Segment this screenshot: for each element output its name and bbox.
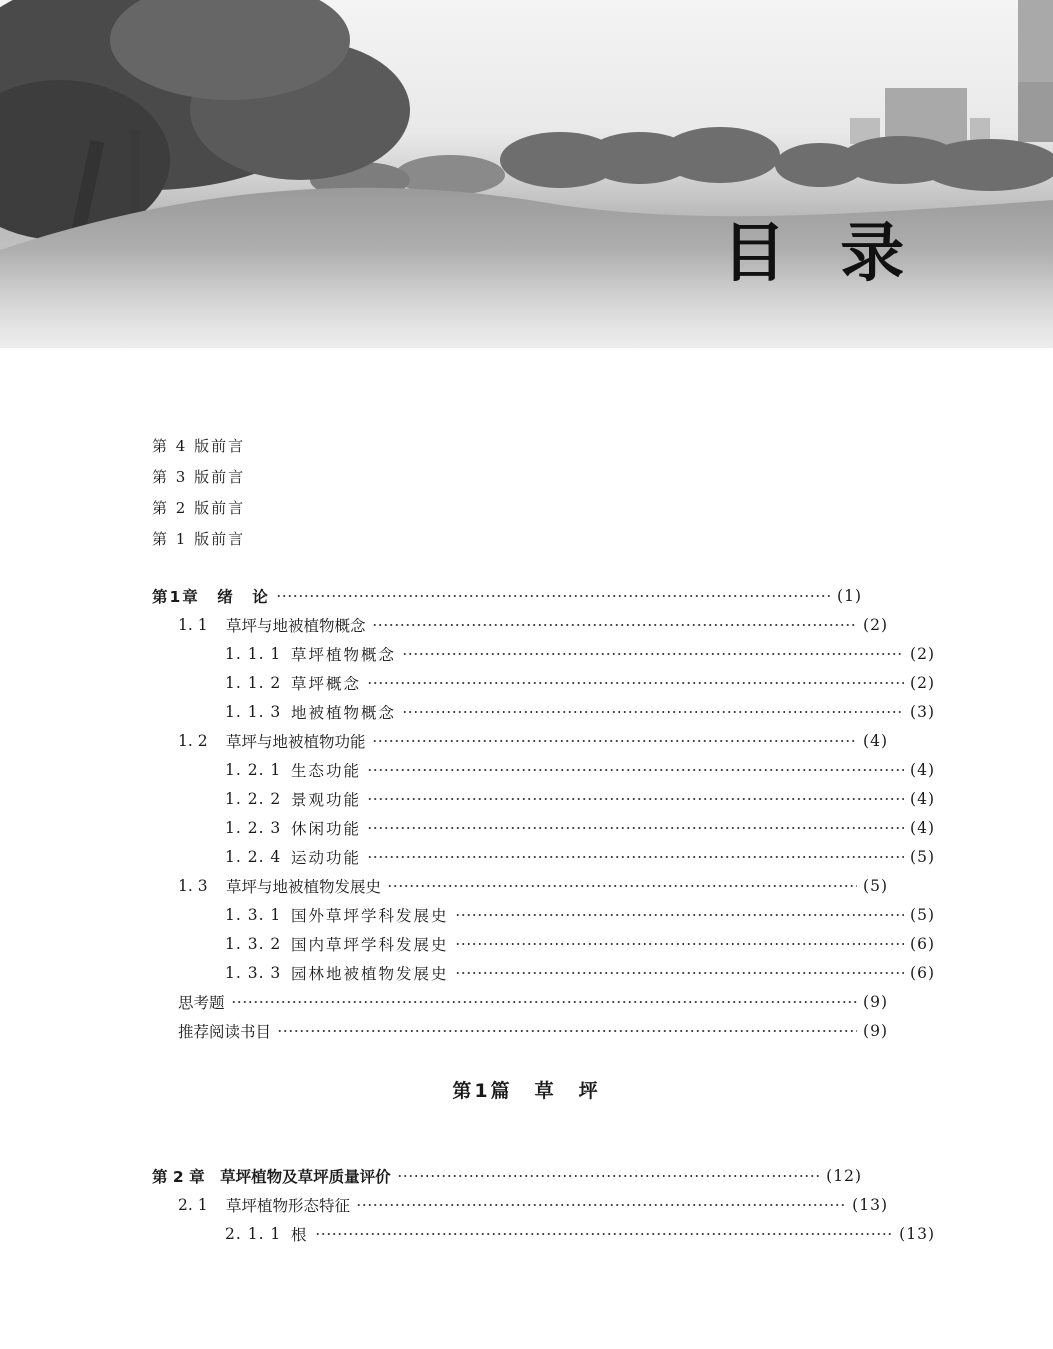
dot-leader xyxy=(397,1171,821,1181)
section-number: 1. 1. 3 xyxy=(225,703,282,721)
toc-section[interactable] xyxy=(152,1019,888,1043)
front-matter-item[interactable]: 第 1 版前言 xyxy=(152,530,246,548)
section-title: 地被植物概念 xyxy=(291,704,397,722)
toc-page-number: (9) xyxy=(863,993,888,1011)
toc-page-number: (13) xyxy=(899,1225,935,1243)
toc-page-number: (2) xyxy=(910,674,935,692)
section-title: 生态功能 xyxy=(291,762,362,780)
dot-leader xyxy=(367,765,904,775)
header-banner xyxy=(0,0,1053,348)
dot-leader xyxy=(276,591,831,601)
dot-leader xyxy=(315,1229,894,1239)
section-number: 1. 3 xyxy=(178,877,208,895)
toc-page-number: (4) xyxy=(863,732,888,750)
section-title: 运动功能 xyxy=(291,849,362,867)
toc-chapter-1[interactable] xyxy=(152,584,862,608)
dot-leader xyxy=(367,794,904,804)
section-number: 1. 3. 2 xyxy=(225,935,282,953)
toc-page-number: (6) xyxy=(910,964,935,982)
section-title: 草坪植物形态特征 xyxy=(226,1197,351,1215)
section-number: 1. 2. 3 xyxy=(225,819,282,837)
dot-leader xyxy=(402,707,904,717)
section-title: 推荐阅读书目 xyxy=(178,1023,272,1041)
dot-leader xyxy=(231,997,858,1007)
section-title: 景观功能 xyxy=(291,791,362,809)
dot-leader xyxy=(372,736,858,746)
dot-leader xyxy=(455,939,905,949)
toc-chapter-title: 第1章 绪 论 xyxy=(152,588,270,606)
toc-subsection[interactable] xyxy=(152,816,935,840)
dot-leader xyxy=(367,823,904,833)
building-icon xyxy=(850,0,1053,150)
toc-page-number: (2) xyxy=(863,616,888,634)
section-title: 草坪与地被植物功能 xyxy=(226,733,366,751)
toc-subsection[interactable] xyxy=(152,642,935,666)
toc-subsection[interactable] xyxy=(152,671,935,695)
dot-leader xyxy=(356,1200,846,1210)
front-matter-item[interactable]: 第 4 版前言 xyxy=(152,437,246,455)
toc-page-number: (1) xyxy=(837,587,862,605)
toc-page-number: (6) xyxy=(910,935,935,953)
toc-page-number: (2) xyxy=(910,645,935,663)
section-number: 1. 3. 1 xyxy=(225,906,282,924)
toc-section[interactable] xyxy=(152,1193,888,1217)
toc-section[interactable] xyxy=(152,613,888,637)
section-number: 1. 2. 2 xyxy=(225,790,282,808)
section-number: 1. 3. 3 xyxy=(225,964,282,982)
toc-page-number: (13) xyxy=(852,1196,888,1214)
section-title: 草坪与地被植物发展史 xyxy=(226,878,382,896)
section-title: 国外草坪学科发展史 xyxy=(291,907,449,925)
dot-leader xyxy=(277,1026,857,1036)
section-number: 1. 2. 1 xyxy=(225,761,282,779)
section-title: 草坪与地被植物概念 xyxy=(226,617,366,635)
dot-leader xyxy=(387,881,857,891)
toc-page-number: (5) xyxy=(910,906,935,924)
section-number: 1. 2 xyxy=(178,732,208,750)
section-title: 草坪植物概念 xyxy=(291,646,397,664)
dot-leader xyxy=(367,678,904,688)
section-number: 1. 1 xyxy=(178,616,208,634)
dot-leader xyxy=(455,968,905,978)
dot-leader xyxy=(455,910,905,920)
front-matter-item[interactable]: 第 2 版前言 xyxy=(152,499,246,517)
front-matter-item[interactable]: 第 3 版前言 xyxy=(152,468,246,486)
section-number: 1. 2. 4 xyxy=(225,848,282,866)
toc-page-number: (5) xyxy=(910,848,935,866)
toc-page-number: (9) xyxy=(863,1022,888,1040)
section-title: 休闲功能 xyxy=(291,820,362,838)
toc-section[interactable] xyxy=(152,874,888,898)
toc-page-number: (4) xyxy=(910,819,935,837)
section-title: 园林地被植物发展史 xyxy=(291,965,449,983)
toc-subsection[interactable] xyxy=(152,787,935,811)
section-title: 草坪概念 xyxy=(291,675,362,693)
toc-chapter-title: 第 2 章 草坪植物及草坪质量评价 xyxy=(152,1168,391,1186)
dot-leader xyxy=(402,649,904,659)
dot-leader xyxy=(372,620,858,630)
toc-subsection[interactable] xyxy=(152,1222,935,1246)
page-title: 目 录 xyxy=(722,216,921,291)
toc-section[interactable] xyxy=(152,990,888,1014)
section-number: 2. 1. 1 xyxy=(225,1225,282,1243)
toc-page-number: (3) xyxy=(910,703,935,721)
section-title: 国内草坪学科发展史 xyxy=(291,936,449,954)
toc-page-number: (4) xyxy=(910,790,935,808)
toc-subsection[interactable] xyxy=(152,961,935,985)
toc-page-number: (12) xyxy=(826,1167,862,1185)
toc-subsection[interactable] xyxy=(152,700,935,724)
section-title: 思考题 xyxy=(178,994,225,1012)
section-number: 1. 1. 2 xyxy=(225,674,282,692)
toc-subsection[interactable] xyxy=(152,932,935,956)
toc-page-number: (4) xyxy=(910,761,935,779)
section-number: 2. 1 xyxy=(178,1196,208,1214)
toc-subsection[interactable] xyxy=(152,758,935,782)
section-number: 1. 1. 1 xyxy=(225,645,282,663)
toc-section[interactable] xyxy=(152,729,888,753)
toc-subsection[interactable] xyxy=(152,845,935,869)
toc-subsection[interactable] xyxy=(152,903,935,927)
section-title: 根 xyxy=(291,1226,309,1244)
dot-leader xyxy=(367,852,904,862)
toc-chapter-2[interactable] xyxy=(152,1164,862,1188)
part-heading[interactable]: 第1篇 草 坪 xyxy=(452,1080,601,1102)
landscape-illustration xyxy=(0,0,1053,348)
toc-page-number: (5) xyxy=(863,877,888,895)
